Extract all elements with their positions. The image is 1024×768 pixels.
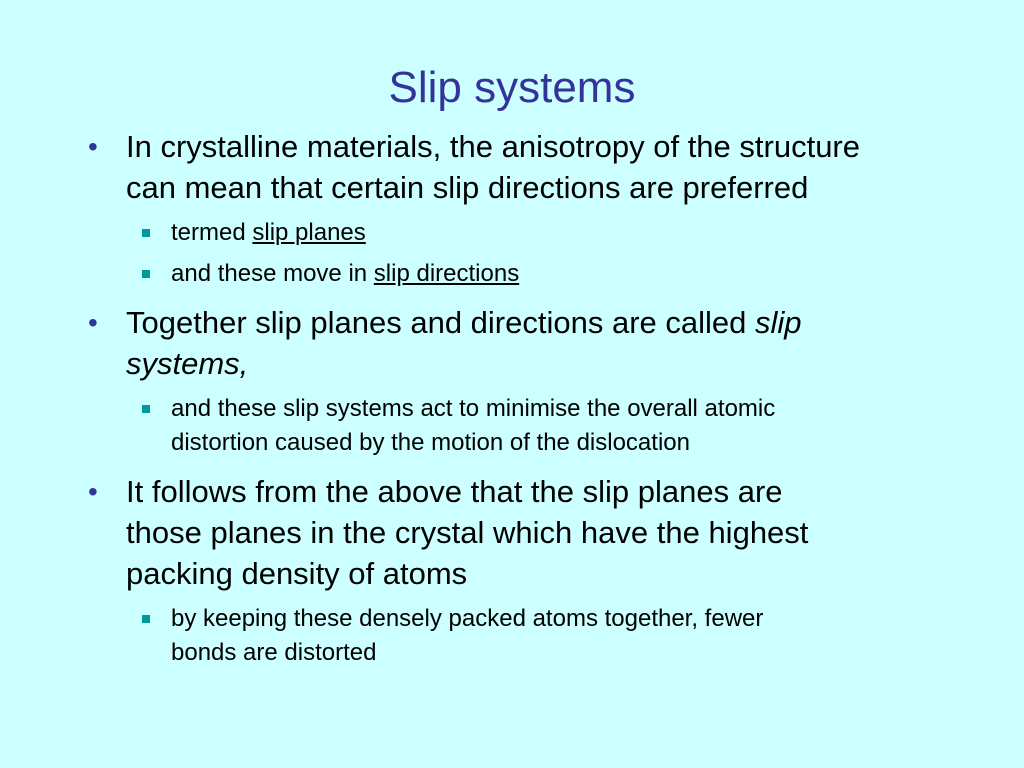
square-bullet-icon bbox=[142, 229, 150, 237]
square-bullet-icon bbox=[142, 615, 150, 623]
bullet-3-line-3: packing density of atoms bbox=[126, 556, 468, 591]
sub-bullet-1-2-term: slip directions bbox=[373, 260, 520, 287]
bullet-3-line-1: It follows from the above that the slip planes are bbox=[126, 474, 783, 509]
square-bullet-icon bbox=[142, 405, 150, 413]
sub-bullet-1-2-prefix: and these move in bbox=[171, 260, 374, 287]
bullet-1-line-2: can mean that certain slip directions are preferred bbox=[126, 170, 809, 205]
bullet-marker-icon: • bbox=[88, 307, 98, 338]
sub-bullet-3-1-line-1: by keeping these densely packed atoms together, fewer bbox=[171, 605, 764, 632]
sub-bullet-3-1-line-2: bonds are distorted bbox=[171, 639, 377, 666]
sub-bullet-2-1 bbox=[84, 392, 954, 460]
slide-content bbox=[84, 126, 954, 677]
sub-bullet-1-2 bbox=[84, 257, 954, 291]
bullet-1-line-1: In crystalline materials, the anisotropy of the structure bbox=[126, 129, 860, 164]
square-bullet-icon bbox=[142, 270, 150, 278]
bullet-point-2 bbox=[84, 302, 954, 384]
bullet-point-1 bbox=[84, 126, 954, 208]
slide-title: Slip systems bbox=[388, 63, 636, 112]
bullet-marker-icon: • bbox=[88, 476, 98, 507]
sub-bullet-1-1 bbox=[84, 216, 954, 250]
sub-bullet-1-1-prefix: termed bbox=[171, 219, 253, 246]
sub-bullet-1-1-term: slip planes bbox=[252, 219, 366, 246]
sub-bullet-3-1 bbox=[84, 602, 954, 670]
bullet-2-term-line-1: slip bbox=[755, 305, 802, 340]
sub-bullet-2-1-line-1: and these slip systems act to minimise the overall atomic bbox=[171, 395, 776, 422]
bullet-3-line-2: those planes in the crystal which have the highest bbox=[126, 515, 809, 550]
bullet-2-term-line-2: systems, bbox=[126, 346, 249, 381]
sub-bullet-2-1-line-2: distortion caused by the motion of the dislocation bbox=[171, 429, 690, 456]
bullet-2-prefix: Together slip planes and directions are called bbox=[126, 305, 755, 340]
bullet-marker-icon: • bbox=[88, 131, 98, 162]
bullet-point-3 bbox=[84, 471, 954, 594]
